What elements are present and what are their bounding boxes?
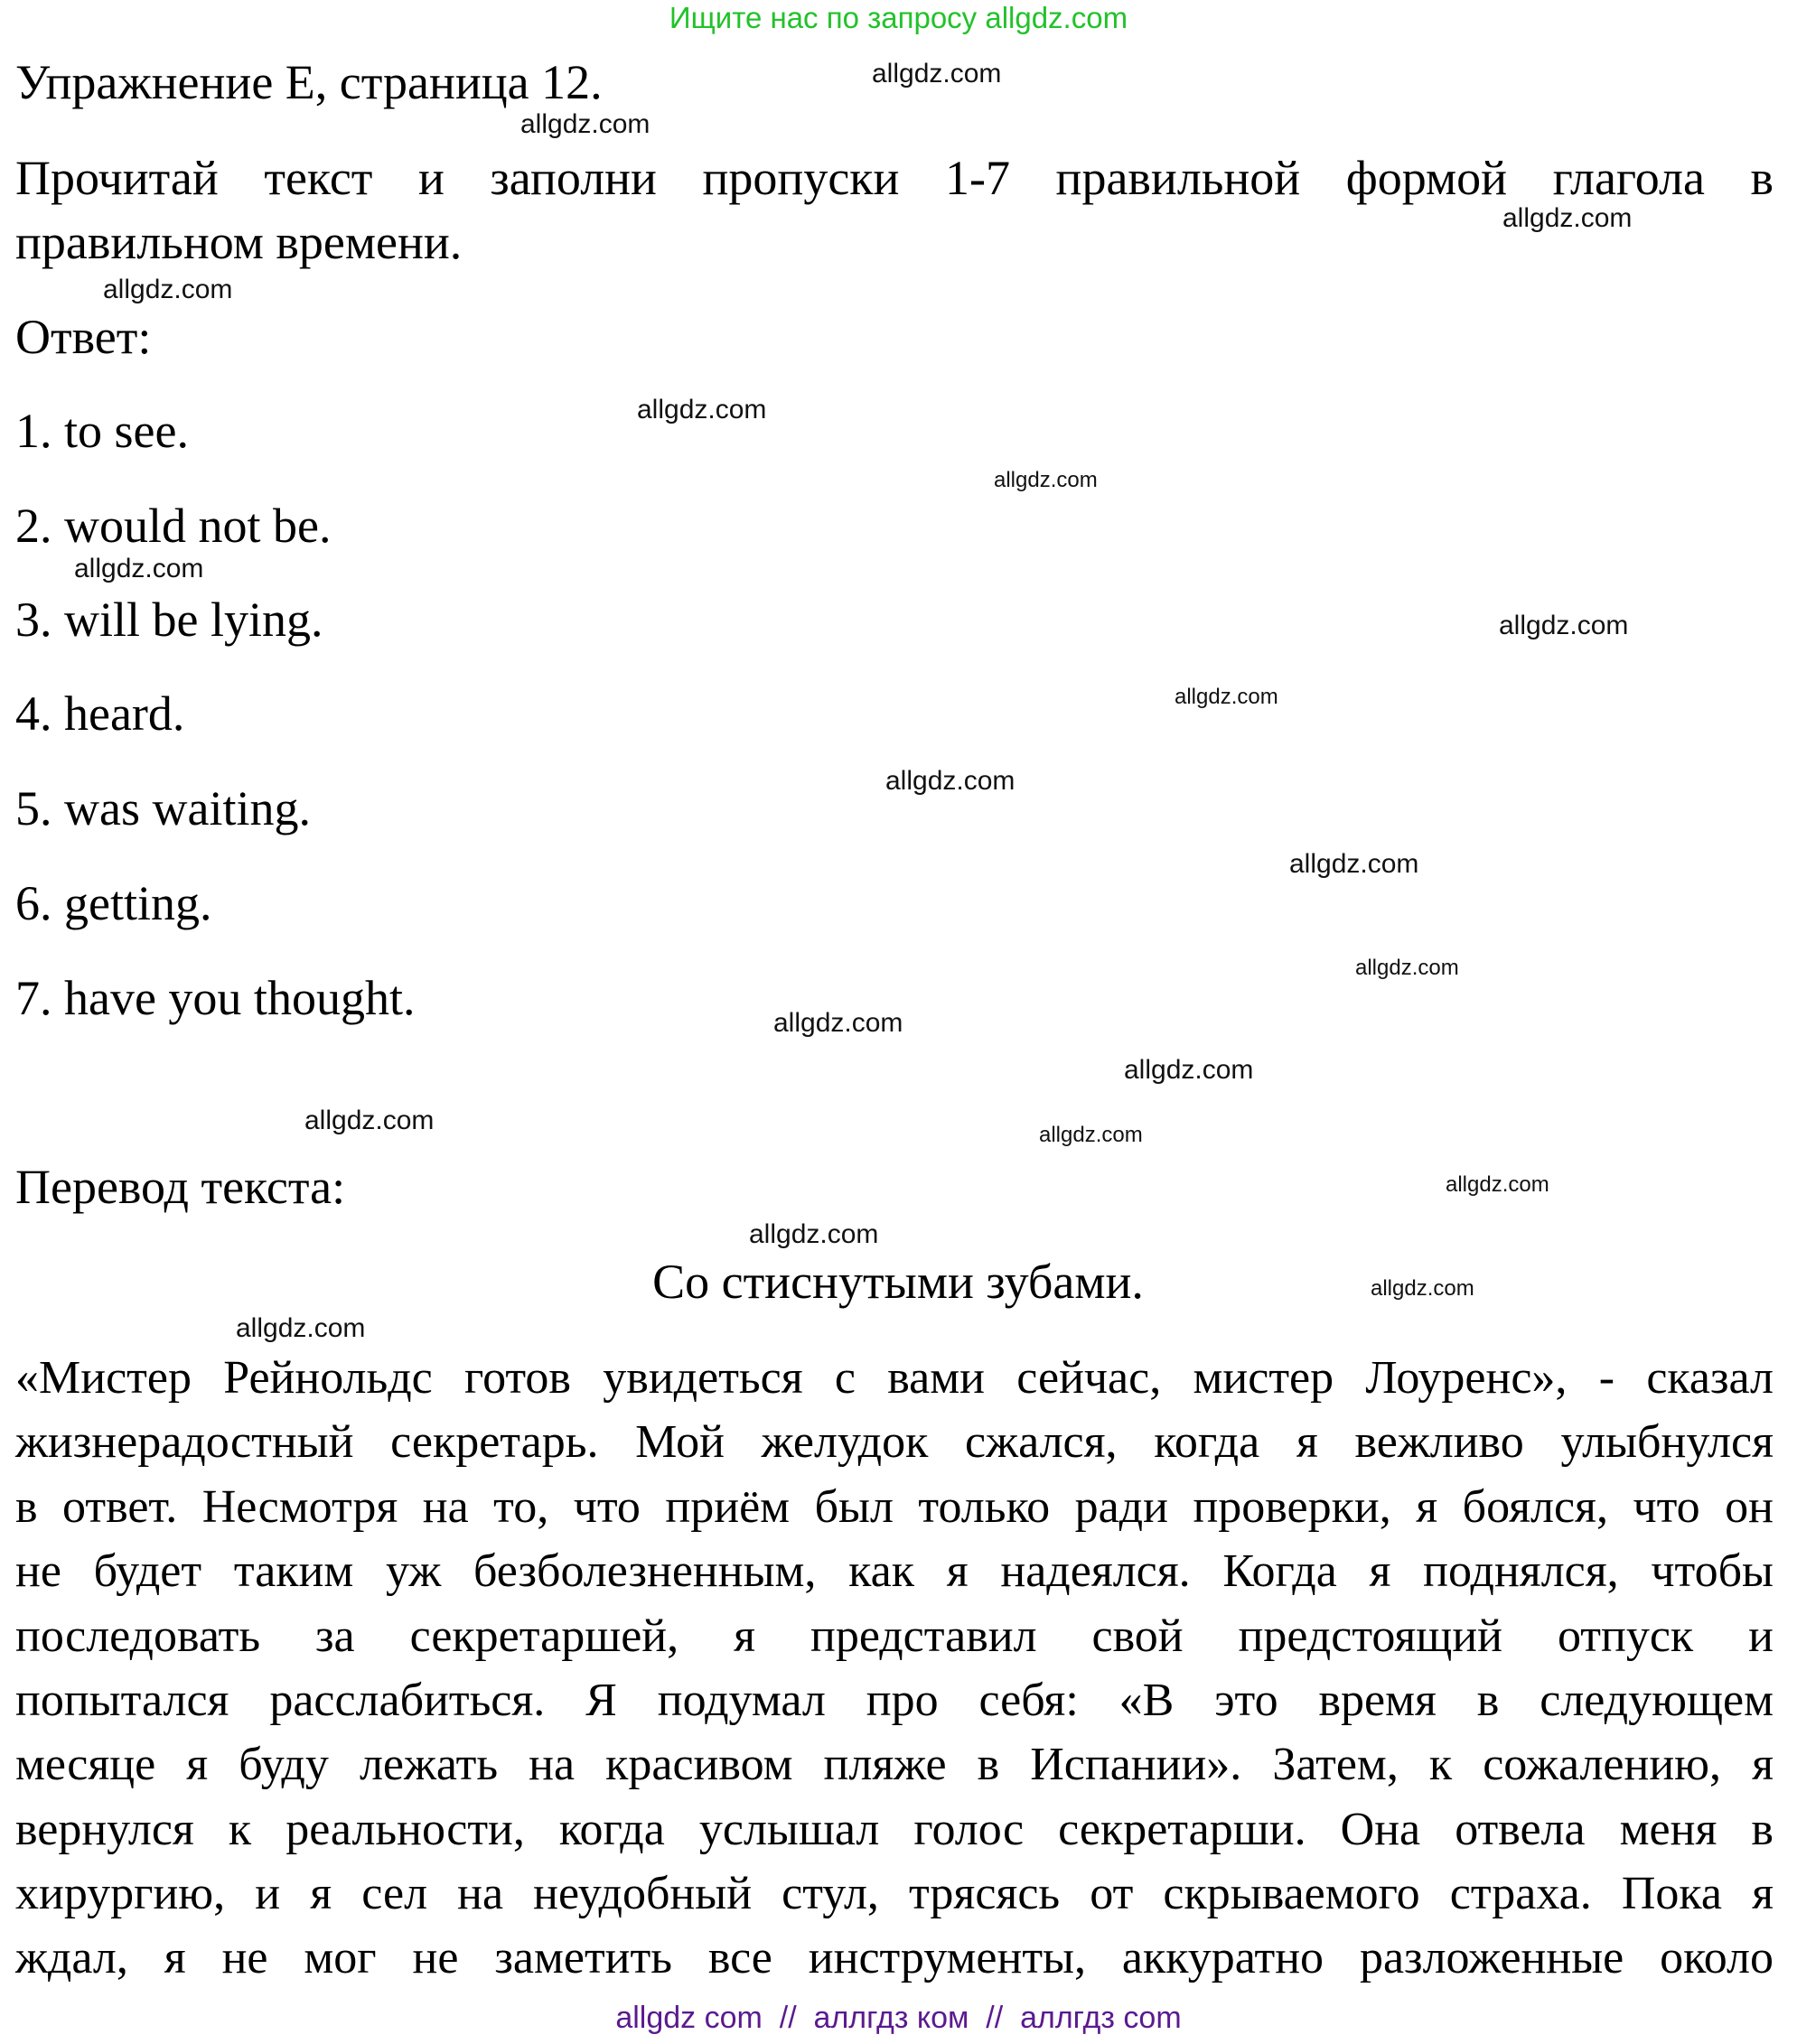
answer-item: 6. getting. (15, 876, 212, 930)
translation-line: ждал, я не мог не заметить все инструменты, аккуратно разложенные около (15, 1932, 1774, 1983)
answer-item: 1. to see. (15, 404, 189, 458)
watermark: allgdz.com (994, 468, 1098, 492)
watermark: allgdz.com (236, 1313, 366, 1343)
watermark: allgdz.com (304, 1106, 435, 1135)
translation-line: хирургию, и я сел на неудобный стул, трясясь от скрываемого страха. Пока я (15, 1868, 1774, 1919)
translation-line: месяце я буду лежать на красивом пляже в Испании». Затем, к сожалению, я (15, 1739, 1774, 1790)
watermark: allgdz.com (749, 1219, 879, 1249)
translation-line: вернулся к реальности, когда услышал голос секретарши. Она отвела меня в (15, 1804, 1774, 1855)
translation-label: Перевод текста: (15, 1160, 346, 1214)
watermark: allgdz.com (74, 554, 204, 583)
translation-line: в ответ. Несмотря на то, что приём был только ради проверки, я боялся, что он (15, 1481, 1774, 1533)
answer-item: 5. was waiting. (15, 781, 311, 835)
translation-line: не будет таким уж безболезненным, как я надеялся. Когда я поднялся, чтобы (15, 1545, 1774, 1597)
watermark: allgdz.com (1446, 1172, 1549, 1197)
watermark: allgdz.com (1355, 956, 1459, 980)
watermark: allgdz.com (872, 59, 1002, 89)
watermark: allgdz.com (1175, 685, 1278, 709)
answer-item: 4. heard. (15, 686, 185, 741)
watermark: allgdz.com (1499, 611, 1629, 640)
page-title: Упражнение E, страница 12. (15, 55, 603, 109)
translation-line: последовать за секретаршей, я представил свой предстоящий отпуск и (15, 1610, 1774, 1662)
watermark: allgdz.com (637, 395, 767, 425)
instruction-line-2: правильном времени. (15, 215, 463, 269)
watermark: allgdz.com (1039, 1123, 1143, 1147)
watermark: allgdz.com (1502, 203, 1633, 233)
answer-item: 3. will be lying. (15, 593, 323, 647)
translation-title: Со стиснутыми зубами. (652, 1255, 1144, 1309)
search-hint: Ищите нас по запросу allgdz.com (669, 1, 1128, 34)
translation-line: «Мистер Рейнольдс готов увидеться с вами сейчас, мистер Лоуренс», - сказал (15, 1352, 1774, 1404)
translation-line: жизнерадостный секретарь. Мой желудок сжался, когда я вежливо улыбнулся (15, 1416, 1774, 1468)
watermark: allgdz.com (773, 1008, 903, 1038)
answer-label: Ответ: (15, 310, 152, 364)
watermark: allgdz.com (103, 275, 233, 304)
watermark: allgdz.com (520, 109, 650, 139)
watermark: allgdz.com (1371, 1276, 1474, 1301)
watermark: allgdz.com (1289, 849, 1419, 879)
translation-line: попытался расслабиться. Я подумал про себя: «В это время в следующем (15, 1675, 1774, 1726)
instruction-line-1: Прочитай текст и заполни пропуски 1-7 правильной формой глагола в (15, 151, 1774, 205)
answer-item: 2. would not be. (15, 499, 332, 553)
watermark: allgdz.com (1124, 1055, 1254, 1085)
watermark: allgdz.com (885, 766, 1015, 796)
answer-item: 7. have you thought. (15, 971, 416, 1025)
footer-links[interactable]: allgdz com // аллгдз ком // аллгдз com (615, 2001, 1182, 2035)
